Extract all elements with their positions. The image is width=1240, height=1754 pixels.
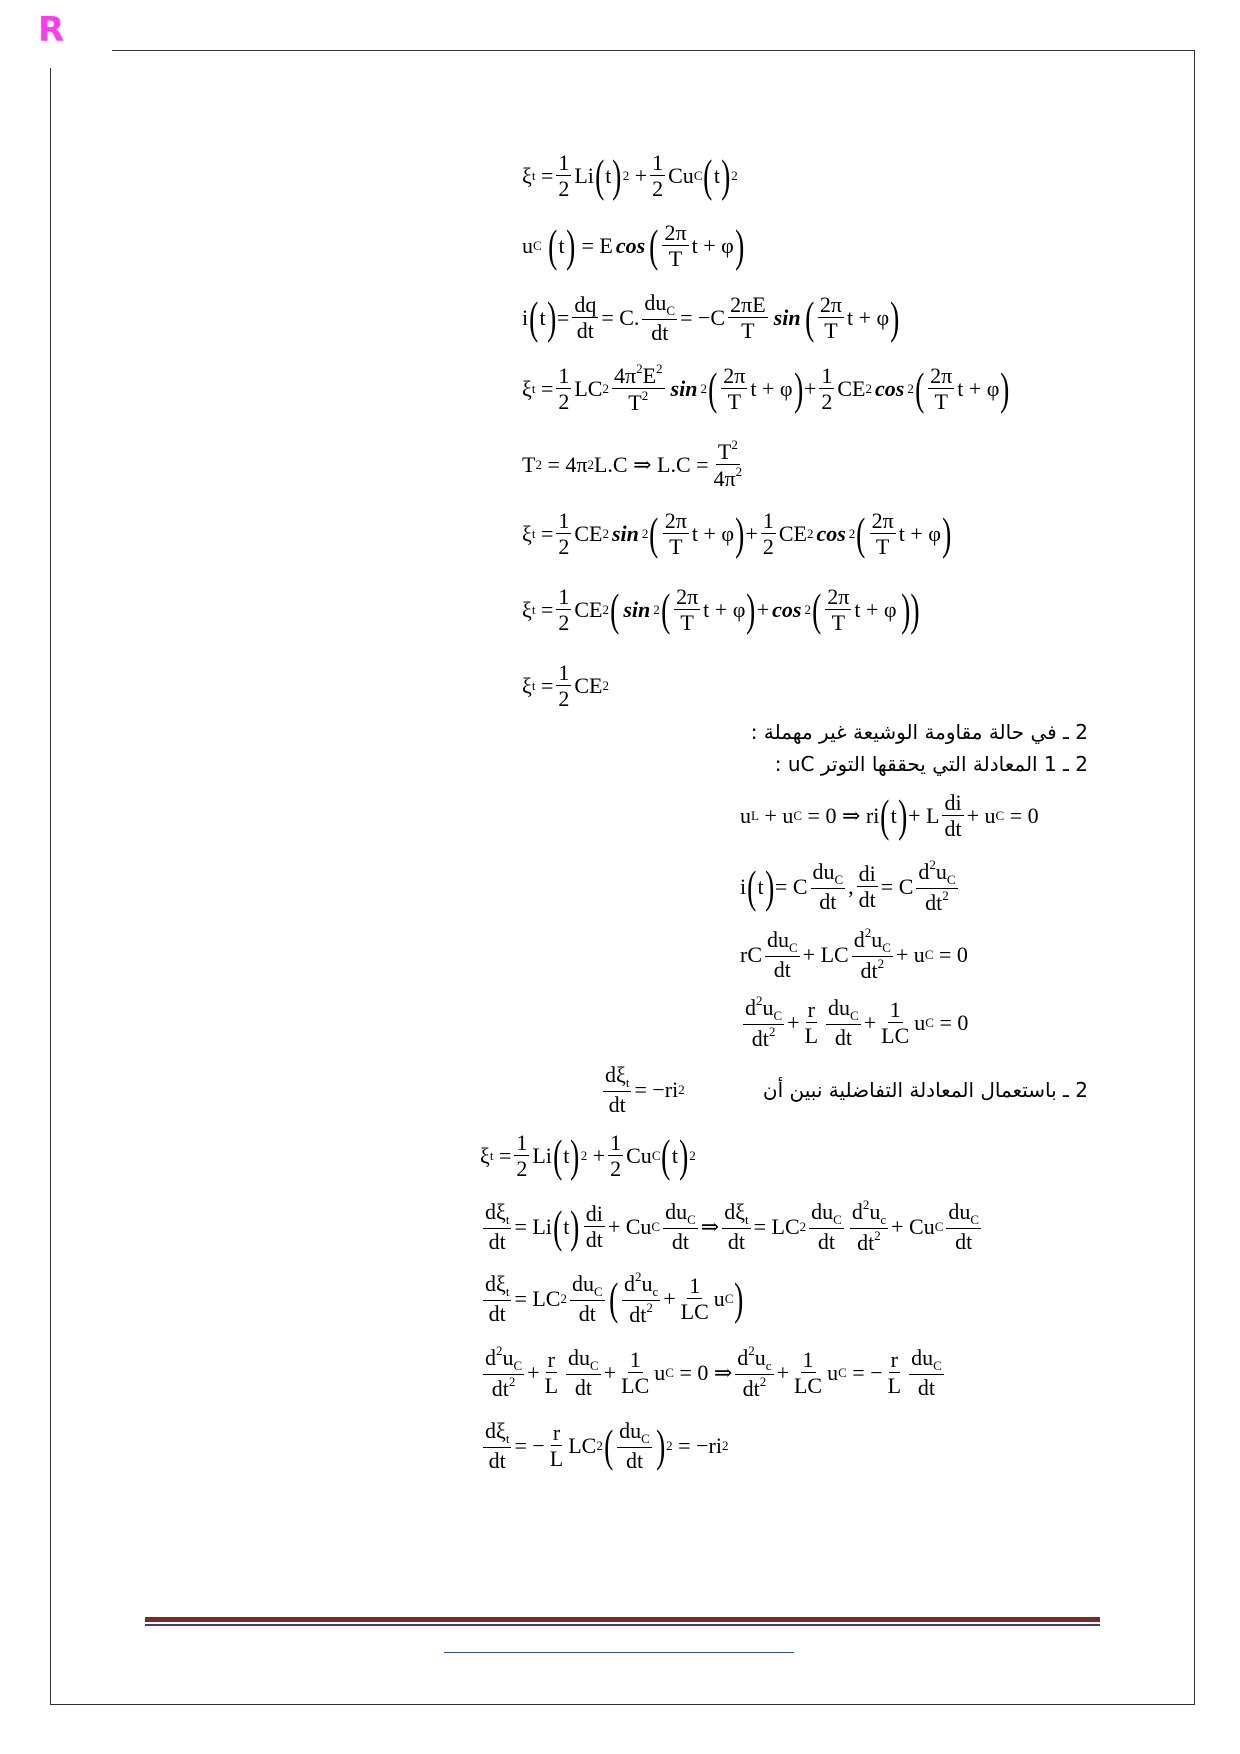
equation-energy-simplified: ξ t = $\frac{1}{2}$ CE 2 sin 2 ( $\frac{2\pi}{T}$ t + φ ) + $\frac{1}{2}$ CE 2 cos 2 ( $\frac{2\pi}{T}$ t + φ ) — [522, 507, 952, 560]
equation-energy-expanded: ξ t = $\frac{1}{2}$ LC 2 $\frac{4\pi^2E^2}{T^2}$ sin 2 ( $\frac{2\pi}{T}$ t + φ ) + $\frac{1}{2}$ CE 2 cos 2 ( $\frac{2\pi}{T}$ t + φ ) — [522, 361, 1010, 416]
equation-uc: u C ( t ) = E cos ( $\frac{2\pi}{T}$ t + φ ) — [522, 219, 745, 272]
footer-link[interactable] — [444, 1652, 794, 1653]
footer-rule-thin — [145, 1624, 1100, 1626]
equation-differential-substitution: $\frac{d^2u_C}{dt^2}$ + $\frac{r}{L}$ $\frac{du_C}{dt}$ + $\frac{1}{LC}$ u C = 0 ⇒ $\frac{d^2u_c}{dt^2}$ + $\frac{1}{LC}$ u C = − $\frac{r}{L}$ $\frac{du_C}{dt}$ — [485, 1343, 942, 1401]
equation-energy-total-repeat: ξ t = $\frac{1}{2}$ Li ( t ) 2 + $\frac{1}{2}$ Cu C ( t ) 2 — [480, 1129, 696, 1182]
frame-right-border — [1194, 50, 1195, 1704]
equation-energy-derivative-1: $\frac{d\xi_t}{dt}$ = Li ( t ) $\frac{di}{dt}$ + Cu C $\frac{du_C}{dt}$ ⇒ $\frac{d\xi_t}{dt}$ = LC 2 $\frac{du_C}{dt}$ $\frac{d^2u_c}{dt^2}$ + Cu C $\frac{du_C}{dt}$ — [485, 1197, 980, 1255]
equation-kirchhoff: u L + u C = 0 ⇒ ri ( t ) + L $\frac{di}{dt}$ + u C = 0 — [740, 789, 1039, 842]
heading-section-2-2: 2 ـ باستعمال المعادلة التفاضلية نبين أن — [762, 1078, 1088, 1102]
equation-energy-derivative-final: $\frac{d\xi_t}{dt}$ = − $\frac{r}{L}$ LC 2 ( $\frac{du_C}{dt}$ ) 2 = −ri 2 — [485, 1418, 729, 1473]
frame-left-border — [50, 68, 51, 1704]
equation-energy-final: ξ t = $\frac{1}{2}$ CE 2 — [522, 660, 609, 712]
equation-energy-factored: ξ t = $\frac{1}{2}$ CE 2 ( sin 2 ( $\frac{2\pi}{T}$ t + φ ) + cos 2 ( $\frac{2\pi}{T}$ t + φ )) — [522, 583, 920, 636]
equation-energy-derivative-2: $\frac{d\xi_t}{dt}$ = LC 2 $\frac{du_C}{dt}$ ( $\frac{d^2u_c}{dt^2}$ + $\frac{1}{LC}$ u C ) — [485, 1269, 744, 1327]
equation-current: i ( t ) = $\frac{dq}{dt}$ = C. $\frac{du_C}{dt}$ = −C $\frac{2\pi E}{T}$ sin ( $\frac{2\pi}{T}$ t + φ ) — [522, 290, 900, 345]
equation-differential-2: $\frac{d^2u_C}{dt^2}$ + $\frac{r}{L}$ $\frac{du_C}{dt}$ + $\frac{1}{LC}$ u C = 0 — [745, 993, 969, 1051]
logo: R — [38, 10, 65, 50]
equation-energy-derivative-target: $\frac{d\xi_t}{dt}$ = −ri 2 — [605, 1062, 685, 1117]
equation-period: T 2 = 4π 2 L.C ⇒ L.C = $\frac{T^2}{4\pi^2}$ — [522, 437, 743, 492]
heading-section-2: 2 ـ في حالة مقاومة الوشيعة غير مهملة : — [750, 720, 1088, 744]
frame-top-border — [112, 50, 1194, 51]
footer-rule — [145, 1617, 1100, 1622]
equation-differential-1: rC $\frac{du_C}{dt}$ + LC $\frac{d^2u_C}{dt^2}$ + u C = 0 — [740, 925, 968, 983]
equation-energy-total: ξ t = $\frac{1}{2}$ Li ( t ) 2 + $\frac{1}{2}$ Cu C ( t ) 2 — [522, 149, 738, 202]
heading-section-2-1: 2 ـ 1 المعادلة التي يحققها التوتر uC : — [774, 752, 1088, 776]
frame-bottom-border — [50, 1704, 1195, 1705]
equation-current-derivative: i ( t ) = C $\frac{du_C}{dt}$ , $\frac{di}{dt}$ = C $\frac{d^2u_C}{dt^2}$ — [740, 857, 956, 915]
